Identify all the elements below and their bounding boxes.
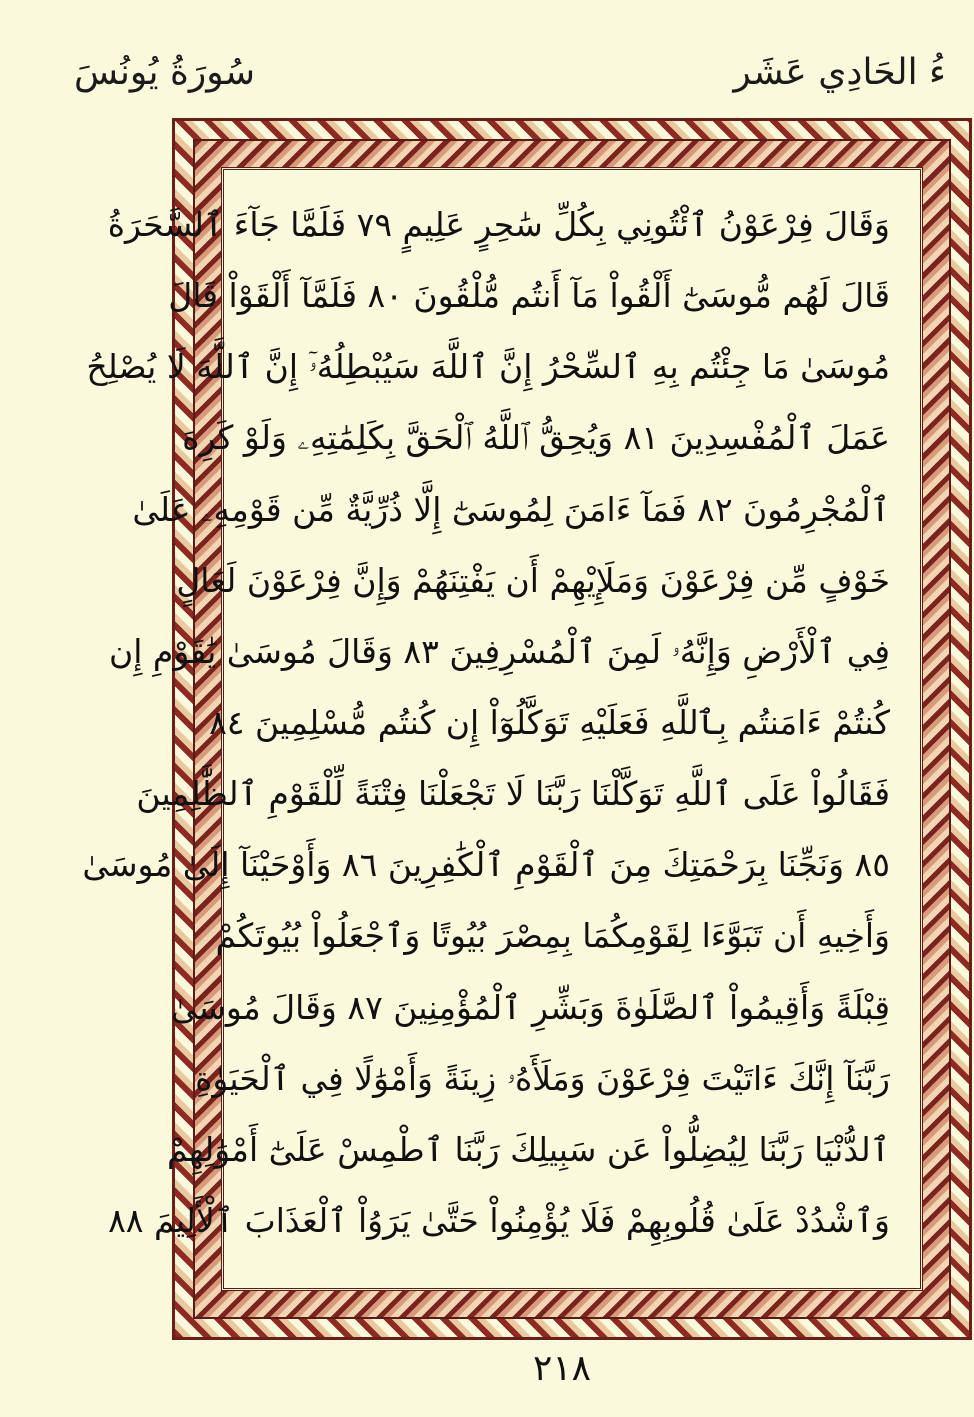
text-line: وَأَخِيهِ أَن تَبَوَّءَا لِقَوْمِكُمَا بِمِصْرَ بُيُوتًا وَٱجْعَلُواْ بُيُوتَكُمْ [215,916,890,956]
text-line: فَقَالُواْ عَلَى ٱللَّهِ تَوَكَّلْنَا رَبَّنَا لَا تَجْعَلْنَا فِتْنَةً لِّلْقَوْمِ ٱلظَّٰلِمِينَ [136,774,890,814]
text-line: قَالَ لَهُم مُّوسَىٰٓ أَلْقُواْ مَآ أَنتُم مُّلْقُونَ ٨٠ فَلَمَّآ أَلْقَوْاْ قَالَ [168,276,890,316]
text-line: خَوْفٍ مِّن فِرْعَوْنَ وَمَلَإِيْهِمْ أَن يَفْتِنَهُمْ وَإِنَّ فِرْعَوْنَ لَعَالٍ [176,560,890,600]
text-line: ٱلْمُجْرِمُونَ ٨٢ فَمَآ ءَامَنَ لِمُوسَىٰٓ إِلَّا ذُرِّيَّةٌ مِّن قَوْمِهِۦ عَلَىٰ [132,489,890,529]
text-line: ٨٥ وَنَجِّنَا بِرَحْمَتِكَ مِنَ ٱلْقَوْمِ ٱلْكَٰفِرِينَ ٨٦ وَأَوْحَيْنَآ إِلَىٰ مُوسَىٰ [82,845,890,885]
surah-name-header: سُورَةُ يُونُسَ [74,52,255,93]
text-line: قِبْلَةً وَأَقِيمُواْ ٱلصَّلَوٰةَ وَبَشِّرِ ٱلْمُؤْمِنِينَ ٨٧ وَقَالَ مُوسَىٰ [170,987,890,1027]
text-line: كُنتُمْ ءَامَنتُم بِٱللَّهِ فَعَلَيْهِ تَوَكَّلُوٓاْ إِن كُنتُم مُّسْلِمِينَ ٨٤ [209,702,890,742]
ornamental-border [82,118,972,1340]
text-line: رَبَّنَآ إِنَّكَ ءَاتَيْتَ فِرْعَوْنَ وَمَلَأَهُۥ زِينَةً وَأَمْوَٰلًا فِي ٱلْحَيَوٰةِ [195,1058,890,1098]
juz-name-header: ءُ الحَادِي عَشَر [733,52,946,93]
text-line: ٱلدُّنْيَا رَبَّنَا لِيُضِلُّواْ عَن سَبِيلِكَ رَبَّنَا ٱطْمِسْ عَلَىٰٓ أَمْوَٰلِهِمْ [167,1129,890,1169]
text-line: عَمَلَ ٱلْمُفْسِدِينَ ٨١ وَيُحِقُّ ٱللَّهُ ٱلْحَقَّ بِكَلِمَٰتِهِۦ وَلَوْ كَرِهَ [182,418,890,458]
text-line: مُوسَىٰ مَا جِئْتُم بِهِ ٱلسِّحْرُ إِنَّ ٱللَّهَ سَيُبْطِلُهُۥٓ إِنَّ ٱللَّهَ لَا يُصْلِحُ [86,347,890,387]
verse-text-block [82,188,890,1270]
page-number: ٢١٨ [532,1348,591,1389]
ornamental-border-inner [82,139,951,1319]
text-line: فِي ٱلْأَرْضِ وَإِنَّهُۥ لَمِنَ ٱلْمُسْرِفِينَ ٨٣ وَقَالَ مُوسَىٰ يَٰقَوْمِ إِن [109,631,890,671]
text-line: وَٱشْدُدْ عَلَىٰ قُلُوبِهِمْ فَلَا يُؤْمِنُواْ حَتَّىٰ يَرَوُاْ ٱلْعَذَابَ ٱلْأَلِيمَ ٨٨ [108,1200,890,1240]
text-frame [82,167,923,1291]
text-line: وَقَالَ فِرْعَوْنُ ٱئْتُونِي بِكُلِّ سَٰحِرٍ عَلِيمٍ ٧٩ فَلَمَّا جَآءَ ٱلسَّحَرَةُ [107,205,890,244]
